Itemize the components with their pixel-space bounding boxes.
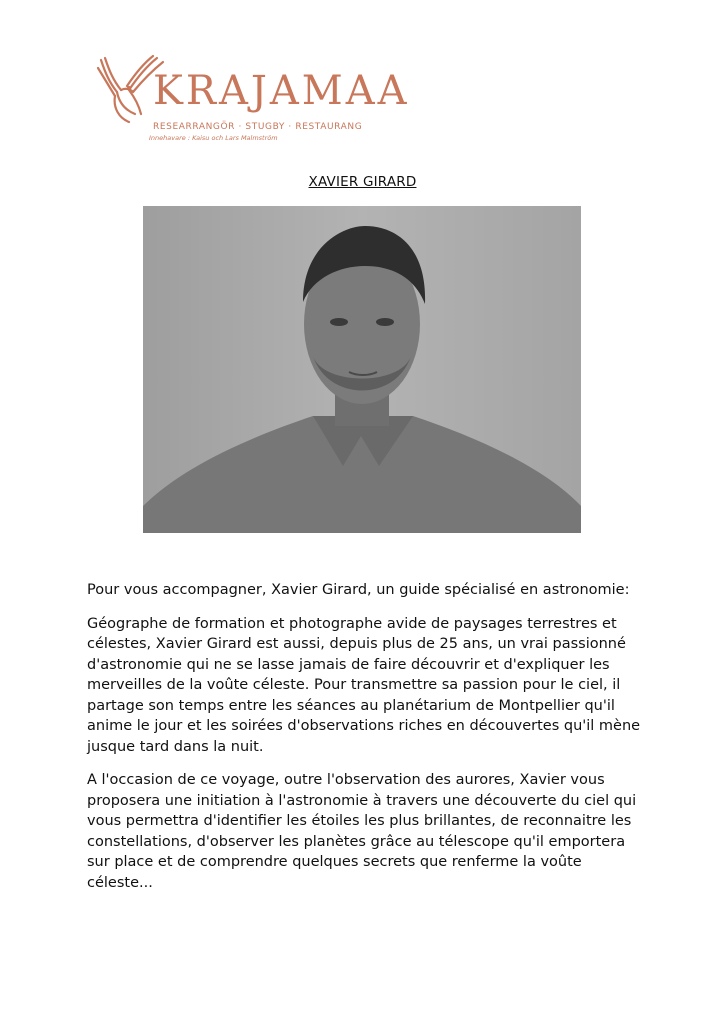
biography-paragraph: Géographe de formation et photographe avide de paysages terrestres et célestes, Xavier Girard est aussi, depuis plus de 25 ans, un vrai passionné d'astronomie qui ne se lasse jamais de faire découvrir et d'expliquer les merveilles de la voûte céleste. Pour transmettre sa passion pour le ciel, il partage son temps entre les séances au planétarium de Montpellier qu'il anime le jour et les soirées d'observations riches en découvertes qu'il mène jusque tard dans la nuit.	[87, 615, 641, 755]
intro-paragraph: Pour vous accompagner, Xavier Girard, un guide spécialisé en astronomie:	[87, 582, 630, 598]
logo-wordmark: KRAJAMAA	[153, 68, 410, 114]
krajamaa-logo	[95, 52, 410, 144]
logo-tagline: RESEARRANGÖR · STUGBY · RESTAURANG	[153, 122, 363, 132]
article-body	[87, 580, 647, 906]
program-paragraph: A l'occasion de ce voyage, outre l'observation des aurores, Xavier vous proposera une initiation à l'astronomie à travers une découverte du ciel qui vous permettra d'identifier les étoiles les plus brillantes, de reconnaitre les constellations, d'observer les planètes grâce au télescope qu'il emportera sur place et de comprendre quelques secrets que renferme la voûte céleste...	[87, 772, 637, 891]
portrait-photo	[143, 206, 581, 533]
page-title: XAVIER GIRARD	[308, 174, 417, 190]
logo-owners: Innehavare : Kaisu och Lars Malmström	[149, 134, 278, 142]
